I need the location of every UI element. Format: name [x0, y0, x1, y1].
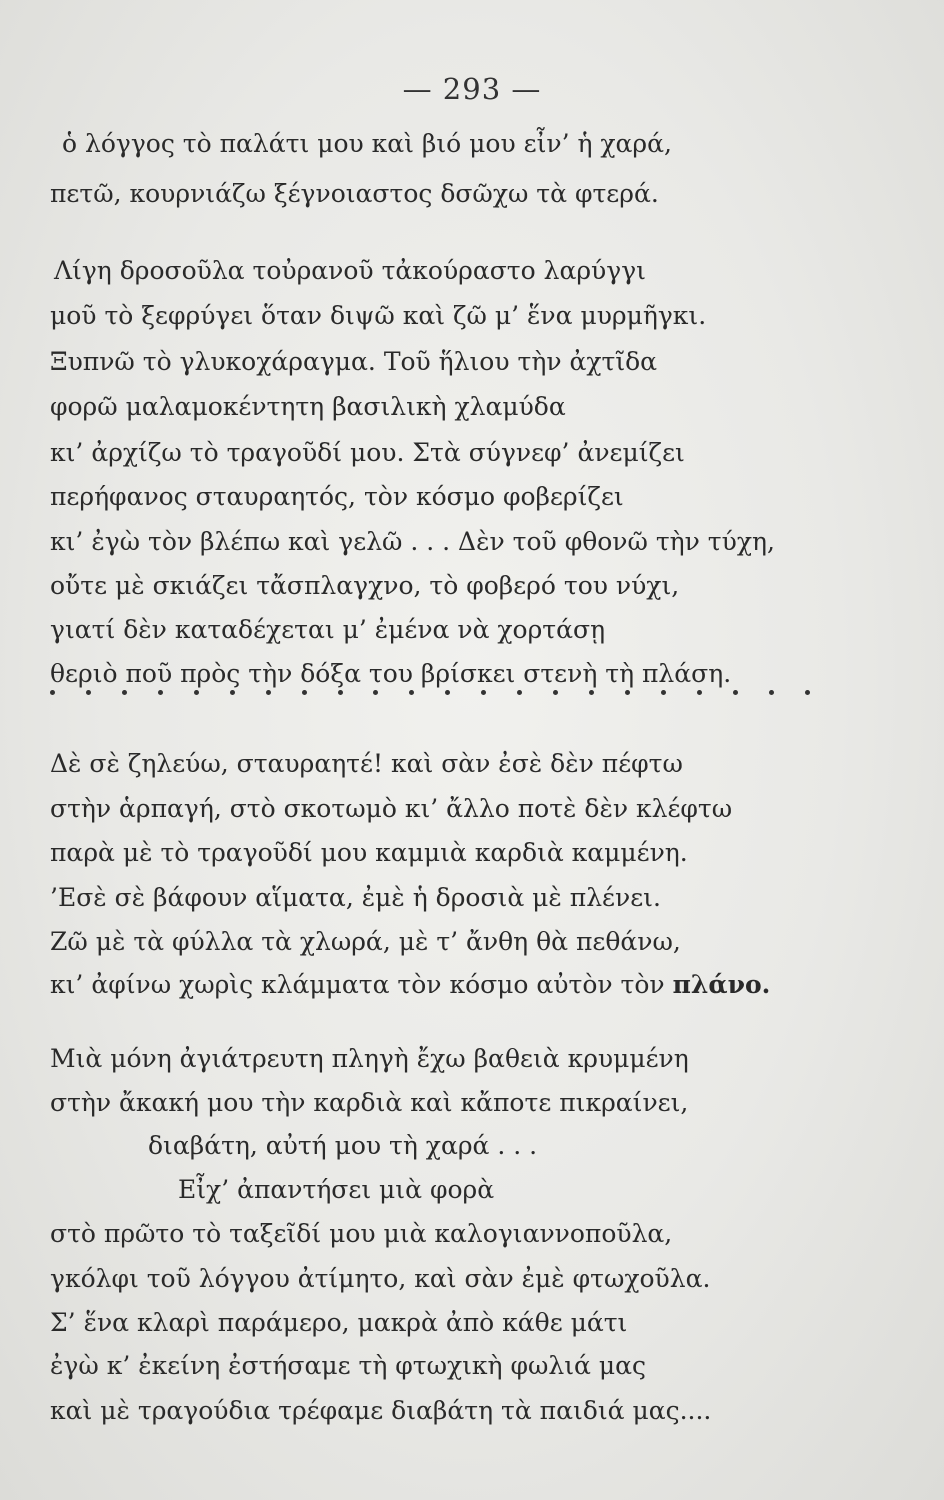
separator-dot	[805, 690, 810, 695]
dotted-separator	[50, 690, 810, 695]
separator-dot	[625, 690, 630, 695]
separator-dot	[158, 690, 163, 695]
separator-dot	[373, 690, 378, 695]
separator-dot	[86, 690, 91, 695]
poem-line: στὸ πρῶτο τὸ ταξεῖδί μου μιὰ καλογιαννοποῦλα,	[50, 1219, 673, 1248]
separator-dot	[661, 690, 666, 695]
poem-line: Σ’ ἕνα κλαρὶ παράμερο, μακρὰ ἀπὸ κάθε μάτι	[50, 1308, 628, 1337]
separator-dot	[409, 690, 414, 695]
poem-line: κι’ ἐγὼ τὸν βλέπω καὶ γελῶ . . . Δὲν τοῦ φθονῶ τὴν τύχη,	[50, 527, 775, 556]
poem-line: γκόλφι τοῦ λόγγου ἀτίμητο, καὶ σὰν ἐμὲ φτωχοῦλα.	[50, 1264, 711, 1293]
poem-line: κι’ ἀρχίζω τὸ τραγοῦδί μου. Στὰ σύγνεφ’ ἀνεμίζει	[50, 438, 685, 467]
poem-line: ὁ λόγγος τὸ παλάτι μου καὶ βιό μου εἶν’ ἡ χαρά,	[62, 129, 672, 158]
separator-dot	[481, 690, 486, 695]
poem-line: Δὲ σὲ ζηλεύω, σταυραητέ! καὶ σὰν ἐσὲ δὲν πέφτω	[50, 749, 683, 778]
poem-line: Μιὰ μόνη ἀγιάτρευτη πληγὴ ἔχω βαθειὰ κρυμμένη	[50, 1044, 689, 1073]
poem-line: πετῶ, κουρνιάζω ξέγνοιαστος δσῶχω τὰ φτερά.	[50, 179, 659, 208]
separator-dot	[697, 690, 702, 695]
separator-dot	[338, 690, 343, 695]
poem-line: στὴν ἄκακή μου τὴν καρδιὰ καὶ κἄποτε πικραίνει,	[50, 1088, 689, 1117]
poem-line: φορῶ μαλαμοκέντητη βασιλικὴ χλαμύδα	[50, 392, 566, 421]
poem-line	[50, 969, 770, 1001]
poem-line: Ζῶ μὲ τὰ φύλλα τὰ χλωρά, μὲ τ’ ἄνθη θὰ πεθάνω,	[50, 927, 681, 956]
poem-line-indented: διαβάτη, αὐτή μου τὴ χαρά . . .	[148, 1131, 538, 1160]
separator-dot	[266, 690, 271, 695]
poem-line: ’Εσὲ σὲ βάφουν αἵματα, ἐμὲ ἡ δροσιὰ μὲ πλένει.	[50, 883, 661, 912]
page-number: — 293 —	[402, 72, 542, 106]
poem-line: οὔτε μὲ σκιάζει τἄσπλαγχνο, τὸ φοβερό του νύχι,	[50, 571, 680, 600]
poem-line: καὶ μὲ τραγούδια τρέφαμε διαβάτη τὰ παιδιά μας....	[50, 1396, 712, 1425]
poem-line: παρὰ μὲ τὸ τραγοῦδί μου καμμιὰ καρδιὰ καμμένη.	[50, 838, 688, 867]
poem-line: στὴν ἁρπαγή, στὸ σκοτωμὸ κι’ ἄλλο ποτὲ δὲν κλέφτω	[50, 794, 733, 823]
separator-dot	[302, 690, 307, 695]
separator-dot	[517, 690, 522, 695]
separator-dot	[553, 690, 558, 695]
separator-dot	[230, 690, 235, 695]
poem-line: ἐγὼ κ’ ἐκείνη ἐστήσαμε τὴ φτωχικὴ φωλιά μας	[50, 1351, 646, 1380]
poem-line: Ξυπνῶ τὸ γλυκοχάραγμα. Τοῦ ἥλιου τὴν ἀχτῖδα	[50, 347, 658, 376]
poem-line-indented: Εἶχ’ ἀπαντήσει μιὰ φορὰ	[178, 1175, 495, 1204]
separator-dot	[50, 690, 55, 695]
poem-line: γιατί δὲν καταδέχεται μ’ ἐμένα νὰ χορτάσῃ	[50, 615, 606, 644]
separator-dot	[769, 690, 774, 695]
poem-line: περήφανος σταυραητός, τὸν κόσμο φοβερίζει	[50, 482, 624, 511]
poem-line: θεριὸ ποῦ πρὸς τὴν δόξα του βρίσκει στενὴ τὴ πλάση.	[50, 659, 732, 688]
separator-dot	[589, 690, 594, 695]
poem-line-text: κι’ ἀφίνω χωρὶς κλάμματα τὸν κόσμο αὐτὸν τὸν	[50, 970, 673, 999]
separator-dot	[194, 690, 199, 695]
poem-line-bold-word: πλάνο.	[672, 970, 771, 999]
poem-line: Λίγη δροσοῦλα τοὐρανοῦ τἀκούραστο λαρύγγι	[54, 256, 646, 285]
separator-dot	[445, 690, 450, 695]
separator-dot	[733, 690, 738, 695]
poem-line: μοῦ τὸ ξεφρύγει ὅταν διψῶ καὶ ζῶ μ’ ἕνα μυρμῆγκι.	[50, 301, 707, 330]
separator-dot	[122, 690, 127, 695]
